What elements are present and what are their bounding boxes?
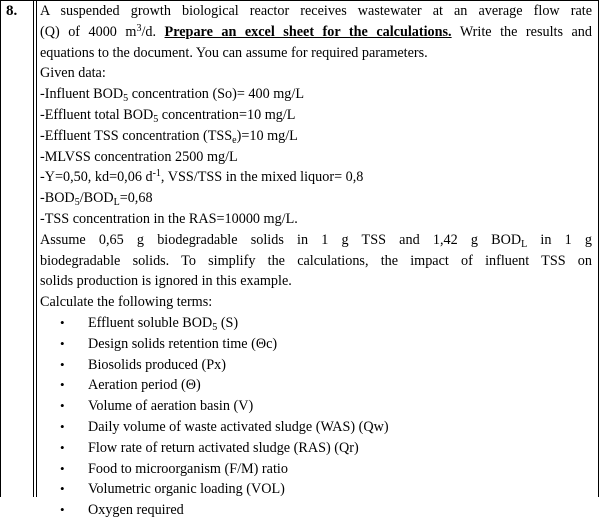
bullet-icon: • xyxy=(60,335,65,351)
given-item: -Y=0,50, kd=0,06 $d^{-1}$, VSS/TSS in the mixed liquor= 0,8 xyxy=(40,168,364,186)
bullet-icon: • xyxy=(60,439,65,455)
bullet-icon: • xyxy=(60,356,65,372)
assume-line-3: solids production is ignored in this example. xyxy=(40,273,292,290)
list-item: • Flow rate of return activated sludge (RAS) (Qr) xyxy=(40,438,592,459)
given-item: -MLVSS concentration 2500 mg/L xyxy=(40,148,238,165)
intro-line-1: A suspended growth biological reactor receives wastewater at an average flow rate xyxy=(40,3,592,19)
given-item: -Effluent total $BOD_5$ concentration=10 mg/L xyxy=(40,106,296,125)
assume-line-1: Assume 0,65 g biodegradable solids in 1 g TSS and 1,42 g $BOD_L$ in 1 g xyxy=(40,231,592,250)
excel-instruction: Prepare an excel sheet for the calculations. xyxy=(164,23,452,40)
bullet-icon: • xyxy=(60,398,65,414)
bullet-icon: • xyxy=(60,418,65,434)
assume-line-2: biodegradable solids. To simplify the calculations, the impact of influent TSS on xyxy=(40,252,592,269)
given-item: -Effluent TSS concentration $(TSS_e)=10$ mg/L xyxy=(40,127,298,146)
bullet-icon: • xyxy=(60,460,65,476)
intro-line-3: equations to the document. You can assume for required parameters. xyxy=(40,44,428,61)
list-item: • Daily volume of waste activated sludge (WAS) (Qw) xyxy=(40,417,592,438)
given-heading: Given data: xyxy=(40,65,106,82)
bullet-icon: • xyxy=(60,502,65,518)
list-item: • Aeration period (Θ) xyxy=(40,375,592,396)
question-body xyxy=(40,1,592,521)
intro-line-2: (Q) of 4000 $m^3/d$. Prepare an excel sheet for the calculations. Write the results and xyxy=(40,22,592,40)
question-number: 8. xyxy=(6,3,18,19)
bullet-icon: • xyxy=(60,377,65,393)
list-item: • Oxygen required xyxy=(40,500,592,521)
column-divider-double xyxy=(36,0,37,497)
list-item: • Effluent soluble $BOD_5$ (S) xyxy=(60,314,239,333)
terms-list xyxy=(40,313,592,521)
list-item: • Volumetric organic loading (VOL) xyxy=(40,479,592,500)
given-item: -TSS concentration in the RAS=10000 mg/L. xyxy=(40,210,298,227)
given-item: $-BOD_5/BOD_L=0,68$ xyxy=(40,190,153,209)
bullet-icon: • xyxy=(60,314,65,330)
given-item: -Influent $BOD_5$ concentration (So)= 400 mg/L xyxy=(40,86,304,105)
list-item: • Food to microorganism (F/M) ratio xyxy=(40,459,592,480)
column-divider xyxy=(33,0,34,497)
list-item: • Design solids retention time (Θc) xyxy=(40,334,592,355)
calc-heading: Calculate the following terms: xyxy=(40,294,213,311)
bullet-icon: • xyxy=(60,481,65,497)
list-item: • Biosolids produced (Px) xyxy=(40,355,592,376)
table-left-border xyxy=(0,0,1,497)
list-item: • Volume of aeration basin (V) xyxy=(40,396,592,417)
